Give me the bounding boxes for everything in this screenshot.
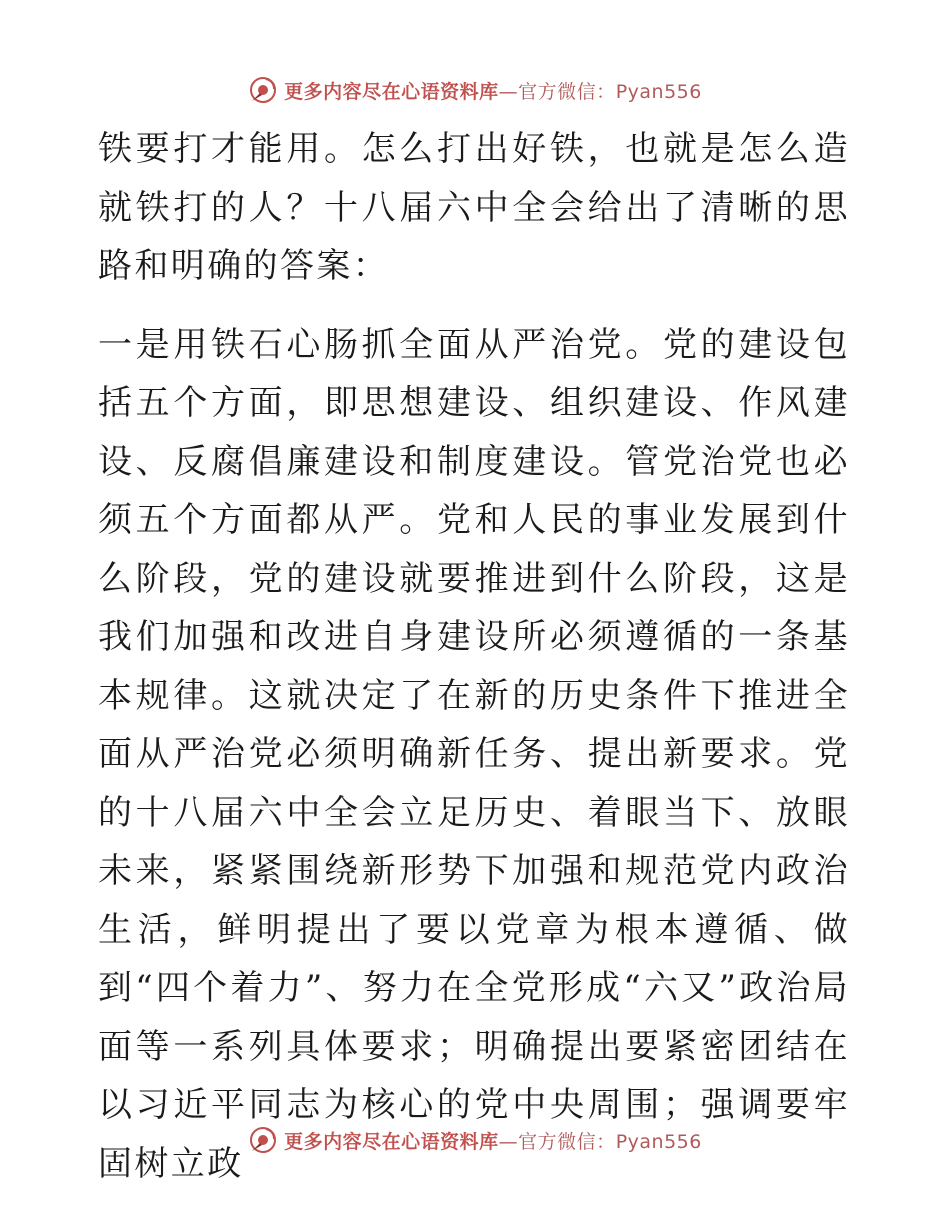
pen-logo-icon	[248, 1125, 278, 1155]
banner-text	[284, 1127, 702, 1154]
document-body	[98, 120, 850, 1193]
banner-text	[284, 77, 702, 104]
banner-wechat-id: Pyan556	[615, 1130, 702, 1153]
paragraph-intro: 铁要打才能用。怎么打出好铁，也就是怎么造就铁打的人？十八届六中全会给出了清晰的思路和明确的答案：	[98, 129, 850, 286]
header-watermark-banner	[0, 70, 950, 110]
banner-wechat-label: 官方微信：	[518, 80, 616, 103]
banner-site-name: 更多内容尽在心语资料库	[284, 1130, 499, 1153]
paragraph-point-one: 一是用铁石心肠抓全面从严治党。党的建设包括五个方面，即思想建设、组织建设、作风建设、反腐倡廉建设和制度建设。管党治党也必须五个方面都从严。党和人民的事业发展到什么阶段，党的建设就要推进到什么阶段，这是我们加强和改进自身建设所必须遵循的一条基本规律。这就决定了在新的历史条件下推进全面从严治党必须明确新任务、提出新要求。党的十八届六中全会立足历史、着眼当下、放眼未来，紧紧围绕新形势下加强和规范党内政治生活，鲜明提出了要以党章为根本遵循、做到“四个着力”、努力在全党形成“六又”政治局面等一系列具体要求；明确提出要紧密团结在以习近平同志为核心的党中央周围；强调要牢固树立政	[98, 324, 850, 1184]
banner-dash: —	[498, 1130, 519, 1153]
footer-watermark-banner	[0, 1120, 950, 1160]
banner-dash: —	[498, 80, 519, 103]
banner-site-name: 更多内容尽在心语资料库	[284, 80, 499, 103]
banner-wechat-id: Pyan556	[615, 80, 702, 103]
banner-wechat-label: 官方微信：	[518, 1130, 616, 1153]
pen-logo-icon	[248, 75, 278, 105]
